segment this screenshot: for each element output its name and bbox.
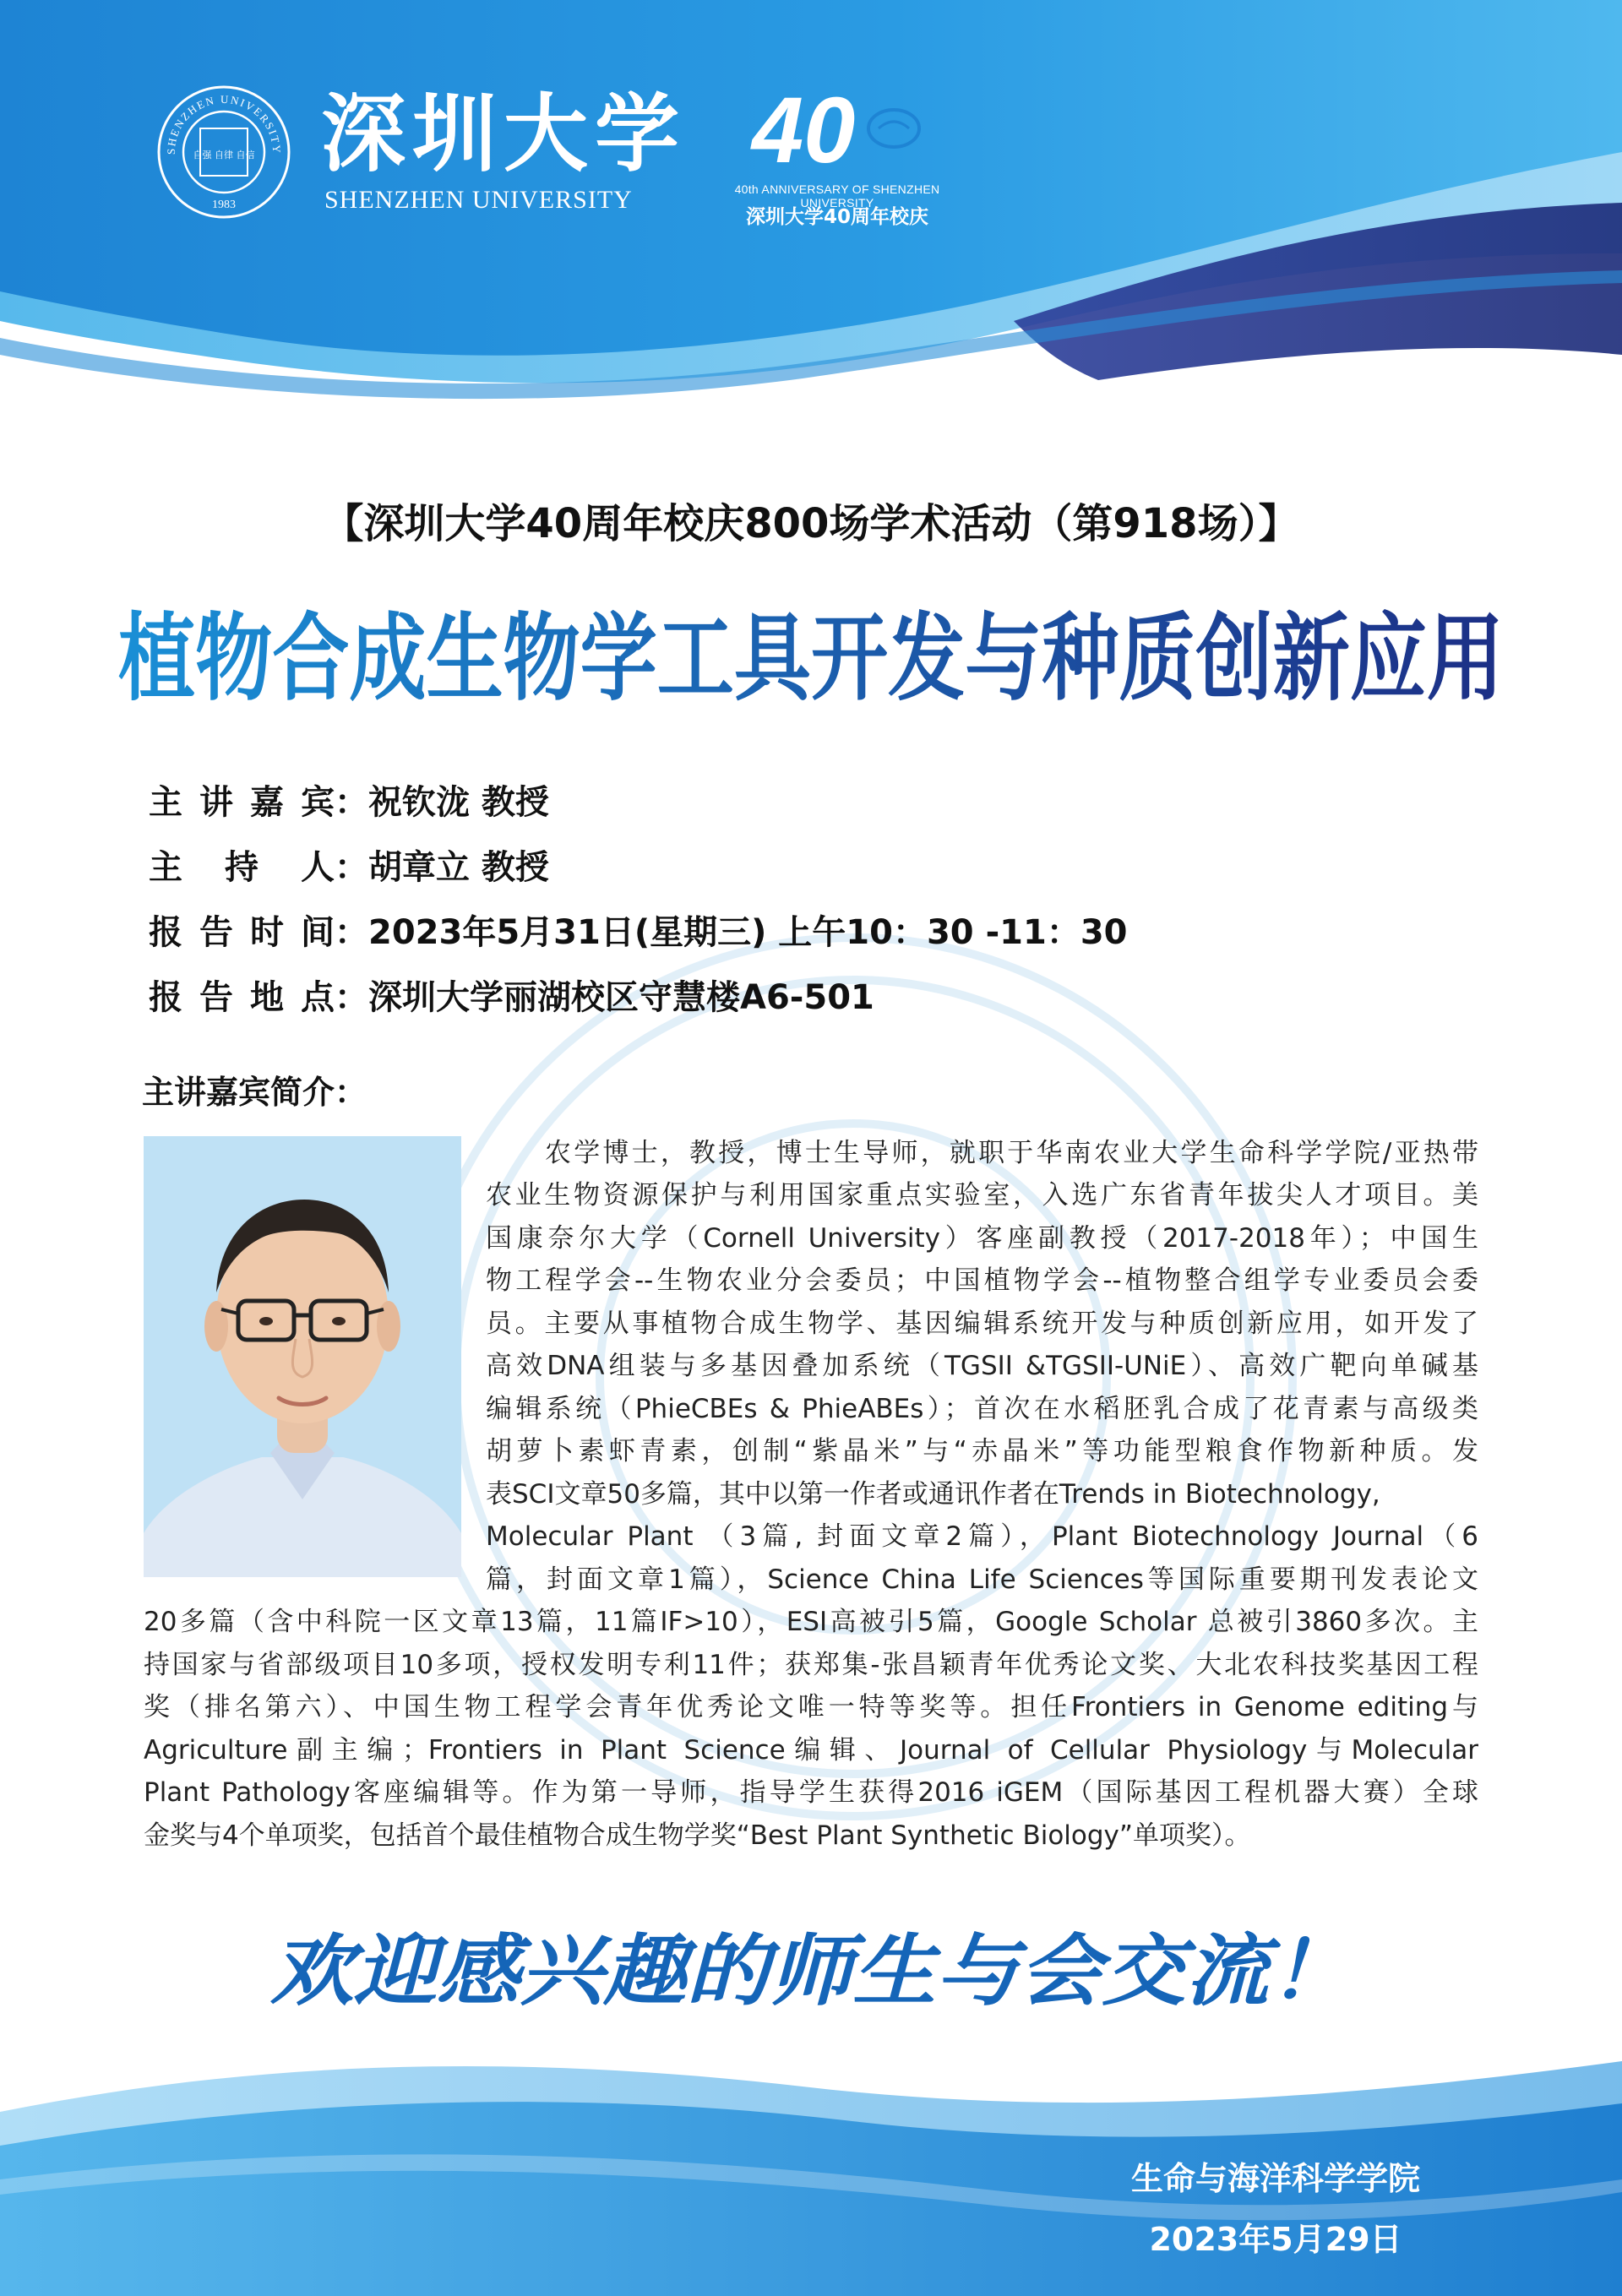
event-series: 【深圳大学40周年校庆800场学术活动（第918场）】 <box>323 500 1299 547</box>
info-label: 报告地点 <box>149 978 335 1017</box>
bio-line: 国康奈尔大学（Cornell University）客座副教授（2017-2018年）；中国生 <box>486 1223 1478 1254</box>
bio-line: 编辑系统（PhieCBEs & PhieABEs）；首次在水稻胚乳合成了花青素与高级类 <box>486 1394 1478 1424</box>
info-value: 胡章立 教授 <box>368 848 549 887</box>
info-row-location: 报告地点 ： 深圳大学丽湖校区守慧楼A6-501 <box>149 962 1128 1027</box>
info-value: 祝钦泷 教授 <box>368 783 549 822</box>
info-label: 主持人 <box>149 848 335 887</box>
bio-line: 农学博士，教授，博士生导师，就职于华南农业大学生命科学学院/亚热带 <box>545 1138 1478 1168</box>
info-row-host: 主持人 ： 胡章立 教授 <box>149 832 1128 897</box>
anniversary-mark: 40 <box>752 84 856 177</box>
bio-heading: 主讲嘉宾简介： <box>142 1074 367 1111</box>
bio-line: 篇，封面文章1篇），Science China Life Sciences等国际重要期刊发表论文 <box>486 1564 1478 1595</box>
bio-line: Molecular Plant （3篇, 封面文章2篇），Plant Biotechnology Journal（6 <box>486 1521 1478 1552</box>
anniversary-cn: 深圳大学40周年校庆 <box>745 206 928 228</box>
welcome-message <box>169 1913 1453 2032</box>
publish-date: 2023年5月29日 <box>1149 2221 1402 2258</box>
university-name-en: SHENZHEN UNIVERSITY <box>324 186 633 214</box>
bio-line: Plant Pathology客座编辑等。作为第一导师，指导学生获得2016 iGEM（国际基因工程机器大赛）全球 <box>144 1777 1478 1808</box>
bio-line: 金奖与4个单项奖，包括首个最佳植物合成生物学奖“Best Plant Synthetic Biology”单项奖）。 <box>144 1820 1251 1851</box>
info-label: 主讲嘉宾 <box>149 783 335 822</box>
organizer-school: 生命与海洋科学学院 <box>1130 2160 1420 2197</box>
bio-line: 高效DNA组装与多基因叠加系统（TGSII &TGSII-UNiE）、高效广靶向单碱基 <box>486 1351 1478 1381</box>
info-label: 报告时间 <box>149 913 335 952</box>
info-value: 2023年5月31日(星期三) 上午10：30 -11：30 <box>368 913 1128 952</box>
bio-line: 持国家与省部级项目10多项，授权发明专利11件；获郑集-张昌颖青年优秀论文奖、大北农科技奖基因工程 <box>144 1650 1478 1680</box>
seal-center-text: 自强 自律 自信 <box>193 150 255 161</box>
anniversary-en: 40th ANNIVERSARY OF SHENZHEN UNIVERSITY <box>734 182 940 209</box>
bio-line: 胡萝卜素虾青素，创制“紫晶米”与“赤晶米”等功能型粮食作物新种质。发 <box>486 1436 1478 1466</box>
info-value: 深圳大学丽湖校区守慧楼A6-501 <box>368 978 874 1017</box>
bio-line: 员。主要从事植物合成生物学、基因编辑系统开发与种质创新应用，如开发了 <box>486 1309 1478 1339</box>
bio-line: 奖（排名第六）、中国生物工程学会青年优秀论文唯一特等奖等。担任Frontiers in Genome editing与 <box>144 1692 1478 1722</box>
info-row-time: 报告时间 ： 2023年5月31日(星期三) 上午10：30 -11：30 <box>149 897 1128 962</box>
bio-line: 20多篇（含中科院一区文章13篇，11篇IF>10），ESI高被引5篇，Google Scholar 总被引3860多次。主 <box>144 1607 1478 1637</box>
info-row-speaker: 主讲嘉宾 ： 祝钦泷 教授 <box>149 767 1128 832</box>
event-title-text: 植物合成生物学工具开发与种质创新应用 <box>118 604 1504 714</box>
bio-line: 表SCI文章50多篇，其中以第一作者或通讯作者在Trends in Biotechnology, <box>486 1479 1380 1510</box>
bio-line: 农业生物资源保护与利用国家重点实验室，入选广东省青年拔尖人才项目。美 <box>486 1180 1478 1211</box>
bio-line: 物工程学会--生物农业分会委员；中国植物学会--植物整合组学专业委员会委 <box>486 1265 1478 1296</box>
seal-ring-text: SHENZHEN UNIVERSITY <box>164 92 284 155</box>
university-name-cn: 深圳大学 <box>321 84 686 183</box>
bio-line: Agriculture副主编；Frontiers in Plant Science编辑、Journal of Cellular Physiology与Molecular <box>144 1735 1478 1766</box>
seal-year: 1983 <box>212 199 236 211</box>
welcome-text: 欢迎感兴趣的师生与会交流！ <box>270 1925 1352 2016</box>
